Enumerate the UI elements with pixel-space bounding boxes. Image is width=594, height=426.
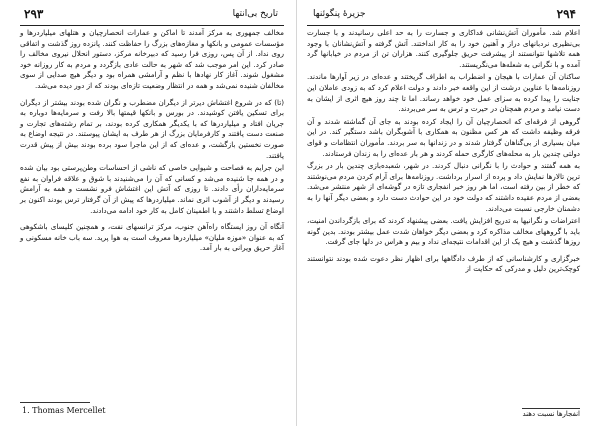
right-paragraph-1: اعلام شد. مأموران آتش‌نشانی فداکاری و جسارت را به حد اعلی رسانیدند و با جسارت بی‌نظیری نردبانهای دراز و آهنین خود را به کار انداختند. آتش گرفته و آتش‌نشانان با وجود همه تلاشها نتوانستند از پیشرفت حریق جلوگیری کنند. هزاران تن از مردم در خیابانها گرد آمده و با نگرانی به شعله‌ها می‌نگریستند. <box>307 28 580 69</box>
right-paragraph-2: ساکنان آن عمارات با هیجان و اضطراب به اطراف گریختند و عده‌ای در زیر آوارها ماندند. روزنامه‌ها با عناوین درشت از این واقعه خبر دادند و دولت اعلام کرد که به زودی عاملان این جنایت را پیدا کرده به سزای عمل خود خواهد رساند. اما تا چند روز هیچ اثری از ایشان به دست نیامد و مردم همچنان در حیرت و ترس به سر می‌بردند. <box>307 72 580 114</box>
left-paragraph-1: مخالف جمهوری به مرکز آمدند تا اماکن و عمارات انحصارچیان و هتلهای میلیاردرها و مؤسسات عمومی و بانکها و مغازه‌های بزرگ را حفاظت کنند. پانزده روز گذشت و اتفاقی روی نداد. از آن پس، روزی فرا رسید که دبیرخانه مرکز، دستور انحلال نیروی مخالف را صادر کرد. این امر موجب شد که شهر به حالت عادی بازگردد و مردم به کار روزانه خود مشغول شوند. آغاز کار نهادها با نظم و آرامشی همراه بود و دیگر هیچ صدایی از سوی مخالفان شنیده نمی‌شد و همه در انتظار وضعیت تازه‌ای بودند که از دور دیده می‌شد. <box>20 28 284 90</box>
right-paragraph-4: به همه گفتند و حوادث را با نگرانی دنبال کردند. در شهر، شعبده‌بازی چندین بار در بزرگ ترین تالارها نمایش داد و پرده از اسرار برداشت. روزنامه‌ها برای آرام کردن مردم می‌نوشتند که خطر از بین رفته است، اما هر روز خبر انفجاری تازه در گوشه‌ای از شهر منتشر می‌شد. بعضی از مردم عقیده داشتند که دولت خود در این حوادث دست دارد و بعضی دیگر آنها را به دشمنان خارجی نسبت می‌دادند. <box>307 161 580 213</box>
left-page-header <box>20 4 284 26</box>
right-paragraph-3: گروهی از فرقه‌ای که انحصارچیان آن را ایجاد کرده بودند به جای آن گماشته شدند و آن فرقه وظیفه داشت که هر کس مظنون به همکاری با آشوبگران باشد دستگیر کند. در این میان بسیاری از بی‌گناهان گرفتار شدند و در زندانها به سر بردند. مأموران انتظامات و قوای دولتی چندین بار به محله‌های کارگری حمله کردند و هر بار عده‌ای را به زندان فرستادند. <box>307 116 580 158</box>
right-page <box>297 0 594 426</box>
footnote-divider <box>20 402 90 403</box>
left-page-body <box>20 28 284 254</box>
right-page-number: ۲۹۴ <box>556 7 576 21</box>
right-footnote-reference: انفجارها نسبت دهند <box>522 410 580 418</box>
right-page-header <box>307 4 580 26</box>
left-paragraph-3: این جرایم به فصاحت و شیوایی خاصی که ناشی از احساسات وطن‌پرستی بود بیان شده و در همه جا شنیده می‌شد و کسانی که آن را می‌شنیدند با شوق و علاقه فراوان به نفع سرمایه‌داران رأی دادند. تا روزی که آتش این اغتشاش فرو نشست و همه به آرامش رسیدند و دیگر از آشوب اثری نماند. میلیاردرها که پیش از آن گرفتار ترس بودند اکنون بر اوضاع تسلط داشتند و با اطمینان کامل به کار خود ادامه می‌دادند. <box>20 163 284 215</box>
right-paragraph-6: خبرگزاری و کارشناسانی که از طرف دادگاهها برای اظهار نظر دعوت شده بودند نتوانستند کوچک‌ترین دلیل و مدرکی که حکایت از <box>307 253 580 274</box>
right-running-title: جزیرهٔ پنگوئنها <box>313 9 366 19</box>
right-page-body <box>307 28 580 275</box>
left-paragraph-2: (تا) که در شروع اغتشاش دیرتر از دیگران مضطرب و نگران شده بودند بیشتر از دیگران برای تسکین یافتن کوشیدند. در بورس و بانکها قیمتها بالا رفت و سرمایه‌ها دوباره به جریان افتاد و میلیاردرها که با یکدیگر همکاری کرده بودند، بر تمام رشته‌های تجارت و صنعت دست یافتند و کارفرمایان بزرگ از هر طرف به ایشان پیوستند. در نتیجه اوضاع به صورت نخستین بازگشت، و عده‌ای که از این ماجرا سود برده بودند بیش از پیش قدرت یافتند. <box>20 97 284 160</box>
left-footnote: 1. Thomas Mercellet <box>22 406 106 415</box>
right-paragraph-5: اعتراضات و نگرانیها به تدریج افزایش یافت. بعضی پیشنهاد کردند که برای بازگرداندن امنیت، باید با گروههای مخالف مذاکره کرد و بعضی دیگر خواهان شدت عمل بیشتر بودند. بدین گونه روزها گذشت و هیچ یک از این اقدامات نتیجه‌ای نداد و بیم و هراس در دلها جای گرفت. <box>307 216 580 247</box>
left-page-number: ۲۹۳ <box>24 7 44 21</box>
left-paragraph-4: آنگاه آن روز ایستگاه راه‌آهن جنوب، مرکز ترانسهای نفت، و همچنین کلیسای باشکوهی که به عنوان «موزه ملیان» میلیاردرها معروف است به هوا پرید. سه باب خانه مسکونی و آغاز حریق ویرانی به بار آمد. <box>20 222 284 253</box>
left-running-title: تاریخ بی‌انتها <box>232 9 278 19</box>
